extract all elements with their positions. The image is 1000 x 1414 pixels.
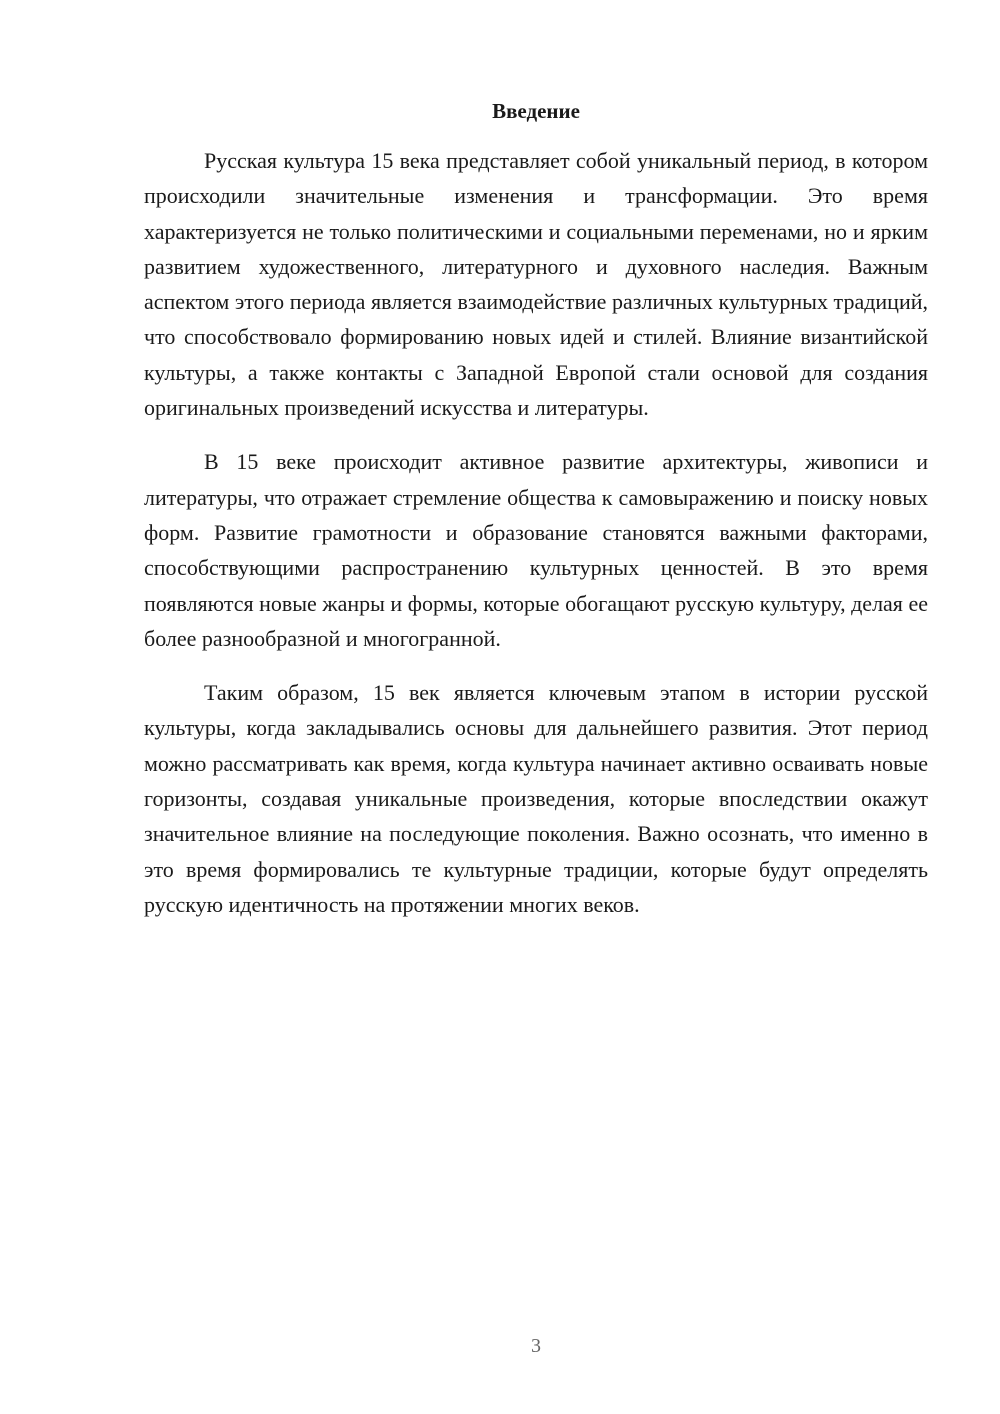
page-title: Введение	[492, 99, 580, 123]
paragraph-2: В 15 веке происходит активное развитие архитектуры, живописи и литературы, что отражает стремление общества к самовыражению и поиску новых форм. Развитие грамотности и образование становятся важными факторами, способствующими распространению культурных ценностей. В это время появляются новые жанры и формы, которые обогащают русскую культуру, делая ее более разнообразной и многогранной.	[144, 449, 928, 651]
paragraph-3: Таким образом, 15 век является ключевым этапом в истории русской культуры, когда закладывались основы для дальнейшего развития. Этот период можно рассматривать как время, когда культура начинает активно осваивать новые горизонты, создавая уникальные произведения, которые впоследствии окажут значительное влияние на последующие поколения. Важно осознать, что именно в это время формировались те культурные традиции, которые будут определять русскую идентичность на протяжении многих веков.	[144, 680, 928, 917]
document-body	[144, 143, 928, 941]
page-number: 3	[531, 1335, 541, 1357]
paragraph-1: Русская культура 15 века представляет собой уникальный период, в котором происходили значительные изменения и трансформации. Это время характеризуется не только политическими и социальными переменами, но и ярким развитием художественного, литературного и духовного наследия. Важным аспектом этого периода является взаимодействие различных культурных традиций, что способствовало формированию новых идей и стилей. Влияние византийской культуры, а также контакты с Западной Европой стали основой для создания оригинальных произведений искусства и литературы.	[144, 148, 928, 421]
